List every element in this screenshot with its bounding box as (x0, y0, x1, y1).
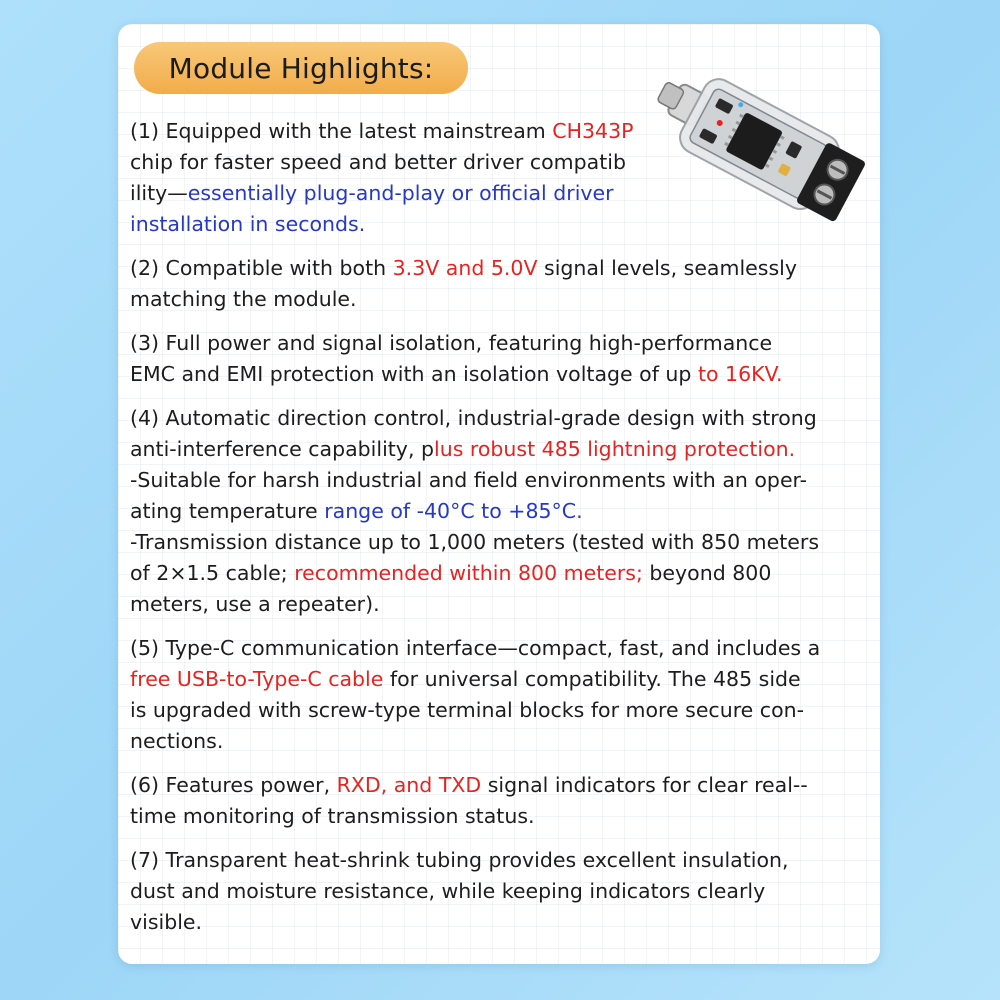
highlight-line (130, 695, 875, 726)
highlight-line (130, 664, 875, 695)
highlight-item-7 (130, 845, 875, 938)
highlight-text: beyond 800 (642, 561, 772, 585)
highlight-text: (5) Type-C communication interface—compact, fast, and includes a (130, 636, 821, 660)
highlight-item-1 (130, 116, 875, 240)
highlight-text: -Transmission distance up to 1,000 meters (tested with 850 meters (130, 530, 820, 554)
highlight-emphasis: 3.3V and 5.0V (392, 256, 538, 280)
page-title: Module Highlights: (168, 51, 434, 85)
highlight-line (130, 116, 875, 147)
highlight-text: chip for faster speed and better driver compatib (130, 150, 626, 174)
highlight-line (130, 284, 875, 315)
highlight-line (130, 876, 875, 907)
highlight-line (130, 328, 875, 359)
highlight-line (130, 845, 875, 876)
highlight-emphasis: recommended within 800 meters; (294, 561, 643, 585)
highlight-line (130, 359, 875, 390)
highlight-line (130, 527, 875, 558)
highlight-text: ility— (130, 181, 188, 205)
highlight-text: (4) Automatic direction control, industrial-grade design with strong (130, 406, 817, 430)
highlight-text: ating temperature (130, 499, 325, 523)
highlight-text: anti-interference capability, p (130, 437, 434, 461)
highlight-item-3 (130, 328, 875, 390)
highlight-text: (2) Compatible with both (130, 256, 393, 280)
highlight-line (130, 589, 875, 620)
highlight-line (130, 770, 875, 801)
highlight-line (130, 403, 875, 434)
highlight-line (130, 801, 875, 832)
highlight-text: signal indicators for clear real-- (481, 773, 808, 797)
highlight-text: (6) Features power, (130, 773, 337, 797)
highlight-emphasis: free USB-to-Type-C cable (130, 667, 384, 691)
highlight-line (130, 726, 875, 757)
highlight-text: of 2×1.5 cable; (130, 561, 295, 585)
highlight-line (130, 147, 875, 178)
highlights-card (118, 24, 880, 964)
highlight-text: (3) Full power and signal isolation, featuring high-performance (130, 331, 773, 355)
highlight-emphasis: installation in seconds. (130, 212, 366, 236)
highlight-text: matching the module. (130, 287, 357, 311)
highlight-line (130, 178, 875, 209)
highlight-text: signal levels, seamlessly (537, 256, 797, 280)
highlight-line (130, 253, 875, 284)
highlight-item-4 (130, 403, 875, 620)
highlight-text: meters, use a repeater). (130, 592, 380, 616)
highlight-item-2 (130, 253, 875, 315)
highlight-emphasis: CH343P (552, 119, 634, 143)
highlight-item-5 (130, 633, 875, 757)
highlight-line (130, 465, 875, 496)
highlight-emphasis: lus robust 485 lightning protection. (434, 437, 796, 461)
highlight-line (130, 907, 875, 938)
highlight-text: EMC and EMI protection with an isolation voltage of up (130, 362, 698, 386)
highlight-text: (7) Transparent heat-shrink tubing provides excellent insulation, (130, 848, 789, 872)
highlight-emphasis: essentially plug-and-play or official driver (187, 181, 614, 205)
highlight-text: dust and moisture resistance, while keeping indicators clearly (130, 879, 766, 903)
highlight-line (130, 434, 875, 465)
highlight-emphasis: range of -40°C to +85°C. (324, 499, 583, 523)
highlight-text: for universal compatibility. The 485 side (383, 667, 801, 691)
highlight-item-6 (130, 770, 875, 832)
highlight-line (130, 633, 875, 664)
highlight-text: (1) Equipped with the latest mainstream (130, 119, 553, 143)
highlights-text (130, 116, 875, 951)
highlight-emphasis: RXD, and TXD (336, 773, 482, 797)
highlight-text: -Suitable for harsh industrial and field environments with an oper- (130, 468, 808, 492)
highlight-line (130, 209, 875, 240)
highlight-text: is upgraded with screw-type terminal blocks for more secure con- (130, 698, 805, 722)
title-pill (134, 42, 468, 94)
highlight-text: visible. (130, 910, 203, 934)
highlight-line (130, 558, 875, 589)
highlight-text: nections. (130, 729, 224, 753)
highlight-text: time monitoring of transmission status. (130, 804, 535, 828)
highlight-emphasis: to 16KV. (697, 362, 783, 386)
highlight-line (130, 496, 875, 527)
